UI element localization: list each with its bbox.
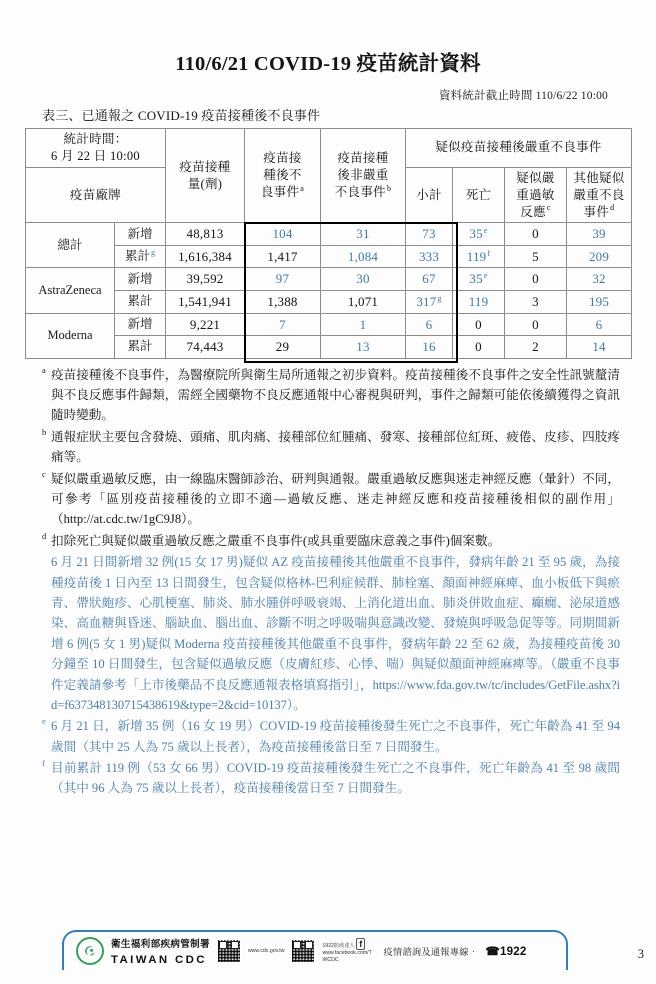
table-row (26, 291, 632, 314)
cell-doses: 9,221 (166, 313, 245, 336)
nonsevere-l1: 疫苗接種 (337, 151, 389, 166)
facebook-caption-line1: 1922防疫達人 (322, 942, 355, 949)
qr-code-website-icon[interactable] (217, 939, 241, 963)
cell-nonsevere: 31 (321, 223, 406, 246)
cum-footnote-ref: g (151, 248, 155, 258)
footnote-c-marker: c (42, 468, 46, 479)
cell-nonsevere: 13 (321, 336, 406, 359)
col-header-severe-group: 疑似疫苗接種後嚴重不良事件 (406, 129, 632, 168)
cell-other-severe: 14 (567, 336, 632, 359)
footnote-b-text: 通報症狀主要包含發燒、頭痛、肌肉痛、接種部位紅腫痛、發寒、接種部位紅斑、疲倦、皮疹、四肢疼痛等。 (51, 429, 620, 465)
facebook-caption-line2: www.facebook.com/TWCDC (322, 950, 372, 964)
cell-doses: 74,443 (166, 336, 245, 359)
row-type-label: 累計 (115, 336, 166, 359)
cell-death: 35e (453, 223, 505, 246)
cell-adverse-events: 29 (245, 336, 321, 359)
other-l3: 事件 (583, 204, 610, 219)
qr-code-facebook-icon[interactable] (291, 939, 315, 963)
other-l2: 嚴重不良 (573, 187, 625, 202)
nonsevere-l3: 不良事件 (334, 185, 386, 200)
ae-l1: 疫苗接 (263, 151, 302, 166)
table-caption: 表三、已通報之 COVID-19 疫苗接種後不良事件 (42, 108, 321, 123)
footnote-f (42, 758, 620, 799)
other-footnote-ref: d (610, 203, 615, 213)
cell-adverse-events: 104 (245, 223, 321, 246)
cell-adverse-events: 97 (245, 268, 321, 291)
footnotes-section (0, 365, 656, 799)
table-row (26, 313, 632, 336)
cell-subtotal: 67 (406, 268, 453, 291)
footnote-a-text: 疫苗接種後不良事件，為醫療院所與衛生局所通報之初步資料。疫苗接種後不良事件之安全性訊號釐清與不良反應事件歸類，需經全國藥物不良反應通報中心審視與研判，事件之歸類可能依後續獲得之資訊隨時變動。 (51, 367, 620, 423)
cell-doses: 1,541,941 (166, 291, 245, 314)
footnote-f-text: 目前累計 119 例（53 女 66 男）COVID-19 疫苗接種後發生死亡之不良事件，死亡年齡為 41 至 98 歲間（其中 96 人為 75 歲以上長者），疫苗接種後當日至 7 日間發生。 (51, 761, 620, 796)
anaphylaxis-l2: 重過敏 (516, 187, 555, 202)
table-row (26, 245, 632, 268)
cell-nonsevere: 1,084 (321, 245, 406, 268)
cell-death: 0 (453, 336, 505, 359)
row-type-label: 新增 (115, 313, 166, 336)
cell-subtotal: 73 (406, 223, 453, 246)
statistics-cutoff-time: 資料統計截止時間 110/6/22 10:00 (438, 90, 608, 102)
footnote-e-marker: e (42, 716, 46, 727)
cell-death: 0 (453, 313, 505, 336)
doses-l2: 量(劑) (187, 176, 223, 191)
doses-l1: 疫苗接種 (179, 159, 231, 174)
row-brand-label: 總計 (26, 223, 115, 268)
footnote-d (42, 531, 620, 551)
agency-name-cn: 衛生福利部疾病管制署 (111, 939, 210, 950)
cell-anaphylaxis: 5 (505, 245, 567, 268)
death-footnote-ref: e (483, 226, 488, 236)
cell-anaphylaxis: 0 (505, 268, 567, 291)
col-header-nonsevere (321, 129, 406, 223)
col-header-anaphylaxis (505, 167, 567, 223)
footnote-a (42, 365, 620, 426)
cell-other-severe: 209 (567, 245, 632, 268)
ae-footnote-ref: a (300, 183, 305, 193)
footnote-d-detail (42, 552, 620, 715)
cell-subtotal: 317$^g$ (406, 291, 453, 314)
table-corner-brand: 疫苗廠牌 (26, 167, 166, 223)
cell-nonsevere: 1 (321, 313, 406, 336)
nonsevere-footnote-ref: b (386, 183, 392, 193)
cell-nonsevere: 30 (321, 268, 406, 291)
footnote-c-text: 疑似嚴重過敏反應，由一線臨床醫師診治、研判與通報。嚴重過敏反應與迷走神經反應（暈針）不同，可參考「區別疫苗接種後的立即不適—過敏反應、迷走神經反應和疫苗接種後相似的副作用」（http://at.cdc.tw/1gC9J8）。 (51, 471, 620, 527)
footnote-d-detail-tail: ）。 (286, 697, 306, 712)
cell-other-severe: 6 (567, 313, 632, 336)
col-header-subtotal: 小計 (406, 167, 453, 223)
cell-anaphylaxis: 2 (505, 336, 567, 359)
fda-guideline-url[interactable]: https://www.fda.gov.tw/tc/includes/GetFile.ashx?id=f637348130715438619&type=2&cid=10137 (51, 677, 620, 712)
cell-death: 119 (453, 291, 505, 314)
page-title: 110/6/21 COVID-19 疫苗統計資料 (175, 53, 481, 75)
cell-other-severe: 195 (567, 291, 632, 314)
cell-adverse-events: 7 (245, 313, 321, 336)
cell-death: 35e (453, 268, 505, 291)
cell-adverse-events: 1,417 (245, 245, 321, 268)
col-header-doses (166, 129, 245, 223)
cell-subtotal: 333 (406, 245, 453, 268)
hotline-label: 疫情諮詢及通報專線‧ (383, 947, 479, 958)
cell-other-severe: 32 (567, 268, 632, 291)
col-header-death: 死亡 (453, 167, 505, 223)
corner-line1: 統計時間： (63, 132, 128, 146)
footnote-b-marker: b (42, 426, 47, 437)
table-row (26, 223, 632, 246)
other-l1: 其他疑似 (573, 170, 625, 185)
page-number: 3 (637, 947, 644, 961)
cell-doses: 48,813 (166, 223, 245, 246)
ae-l3: 良事件 (260, 185, 300, 200)
col-header-adverse-events (245, 129, 321, 223)
cell-death: 119$^f$ (453, 245, 505, 268)
cell-doses: 1,616,384 (166, 245, 245, 268)
cell-subtotal: 6 (406, 313, 453, 336)
footnote-e (42, 716, 620, 757)
cell-anaphylaxis: 0 (505, 223, 567, 246)
footnote-b (42, 427, 620, 468)
cell-anaphylaxis: 0 (505, 313, 567, 336)
anaphylaxis-footnote-ref: c (546, 203, 551, 213)
row-type-label: 累計$^g$ (115, 245, 166, 268)
adverse-events-table-wrap (25, 128, 631, 359)
cell-adverse-events: 1,388 (245, 291, 321, 314)
footer-content (76, 935, 527, 968)
row-type-label: 新增 (115, 268, 166, 291)
footnote-a-marker: a (42, 364, 46, 375)
corner-line2: 6 月 22 日 10:00 (51, 148, 140, 163)
footnote-d-text: 扣除死亡與疑似嚴重過敏反應之嚴重不良事件(或具重要臨床意義之事件)個案數。 (51, 533, 501, 548)
website-url-caption: www.cdc.gov.tw (247, 947, 285, 954)
cell-subtotal: 16 (406, 336, 453, 359)
anaphylaxis-l1: 疑似嚴 (516, 170, 555, 185)
ae-l2: 種後不 (263, 168, 302, 183)
table-body (26, 223, 632, 358)
cell-nonsevere: 1,071 (321, 291, 406, 314)
anaphylaxis-l3: 反應 (520, 204, 546, 219)
agency-name-en: TAIWAN CDC (111, 954, 207, 967)
row-brand-label: AstraZeneca (26, 268, 115, 313)
table-corner-time (26, 129, 166, 168)
death-footnote-ref: e (483, 271, 488, 281)
cell-anaphylaxis: 3 (505, 291, 567, 314)
facebook-caption (322, 939, 376, 964)
cdc-logo-text (111, 935, 210, 968)
cdc-logo-icon (76, 937, 104, 965)
row-brand-label: Moderna (26, 313, 115, 358)
table-row (26, 336, 632, 359)
col-header-other-severe (567, 167, 632, 223)
footnote-e-text: 6 月 21 日，新增 35 例（16 女 19 男）COVID-19 疫苗接種後發生死亡之不良事件，死亡年齡為 41 至 94 歲間（其中 25 人為 75 歲以上長者），為疫苗接種後當日至 7 日間發生。 (51, 719, 620, 754)
nonsevere-l2: 後非嚴重 (337, 168, 389, 183)
footnote-d-marker: d (42, 530, 47, 541)
adverse-events-table (25, 128, 632, 359)
footnote-d-detail-text: 6 月 21 日間新增 32 例(15 女 17 男)疑似 AZ 疫苗接種後其他嚴重不良事件，發病年齡 21 至 95 歲，為接種疫苗後 1 日內至 13 日間發生，包含疑似格林-巴利症候群、肺栓塞、顏面神經麻痺、血小板低下與瘀青、帶狀皰疹、心肌梗塞、肺炎、肺水腫併呼吸衰竭、上消化道出血、肺炎併敗血症、癲癇、泌尿道感染、高血糖與昏迷、腦缺血、腦出血、診斷不明之呼吸喘與意識改變、發燒與呼吸急促等等。同期間新增 6 例(5 女 1 男)疑似 Moderna 疫苗接種後其他嚴重不良事件，發病年齡 22 至 62 歲，為接種疫苗後 30 分鐘至 10 日間發生，包含疑似過敏反應（皮膚紅疹、心悸、喘）與疑似顏面神經麻痺等。（嚴重不良事件定義請參考「上市後藥品不良反應通報表格填寫指引」， (51, 555, 620, 692)
cell-doses: 39,592 (166, 268, 245, 291)
facebook-icon: f (356, 938, 365, 950)
cell-other-severe: 39 (567, 223, 632, 246)
table-row (26, 268, 632, 291)
page-footer (62, 926, 638, 976)
row-type-label: 累計 (115, 291, 166, 314)
subtotal-footnote-ref: g (437, 293, 442, 303)
row-type-label: 新增 (115, 223, 166, 246)
footnote-c (42, 469, 620, 530)
hotline-number: ☎1922 (485, 945, 527, 959)
footnote-f-marker: f (42, 758, 45, 769)
death-footnote-ref: f (487, 248, 491, 258)
